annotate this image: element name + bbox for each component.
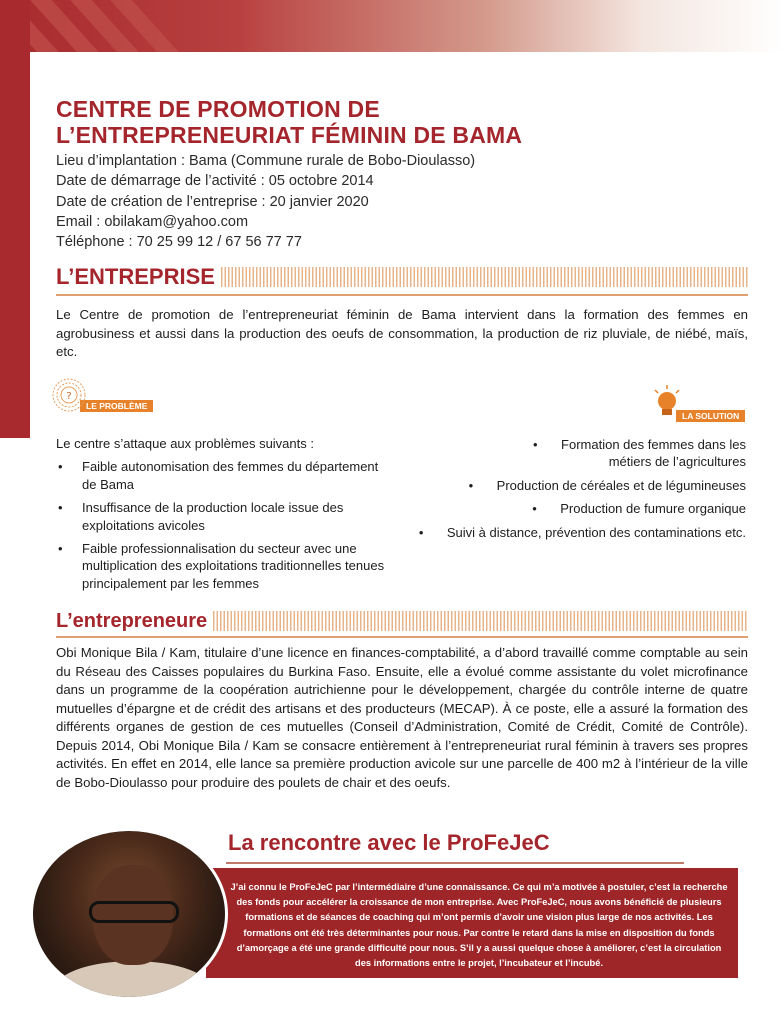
section-title-entreprise: L’ENTREPRISE xyxy=(56,264,221,290)
entreprise-text: Le Centre de promotion de l’entrepreneuriat féminin de Bama intervient dans la formation des femmes en agrobusiness et aussi dans la production des oeufs de consommation, la production de riz pluviale, de niébé, maïs, etc. xyxy=(56,307,748,359)
list-item: • Production de fumure organique xyxy=(532,501,746,517)
solution-badge xyxy=(650,380,745,422)
rencontre-title: La rencontre avec le ProFeJeC xyxy=(228,830,550,855)
probleme-badge xyxy=(52,378,153,412)
heading-hatch xyxy=(221,267,748,287)
problems-intro: Le centre s’attaque aux problèmes suivants : xyxy=(56,436,314,451)
title-line-1: CENTRE DE PROMOTION DE xyxy=(56,96,380,122)
lightbulb-icon xyxy=(650,384,684,418)
solution-text: Formation des femmes dans les métiers de l’agricultures xyxy=(561,437,746,470)
left-band xyxy=(0,0,30,438)
problems-block xyxy=(56,435,396,598)
section-divider xyxy=(56,636,748,638)
list-item: • Formation des femmes dans les métiers de l’agricultures xyxy=(533,437,746,470)
section-heading-entrepreneure xyxy=(56,606,748,636)
rencontre-quote: J’ai connu le ProFeJeC par l’intermédiaire d’une connaissance. Ce qui m’a motivée à postuler, c’est la recherche des fonds pour accélérer la croissance de mon entreprise. Avec ProFeJeC, nous avons bénéficié de plusieurs formations et de séances de coaching qui m’ont permis d’avoir une vision plus large de nos activités. Les formations ont été très déterminantes pour nous. Par contre le retard dans la mise en disposition du fonds d’amorçage a été une grande difficulté pour nous. S’il y a aussi quelque chose à améliorer, c’est la circulation des informations entre le projet, l’incubateur et l’incubé. xyxy=(230,882,728,969)
rencontre-underline xyxy=(226,862,684,864)
solution-label: LA SOLUTION xyxy=(676,410,745,422)
entrepreneure-text: Obi Monique Bila / Kam, titulaire d’une licence en finances-comptabilité, a d’abord travaillé comme comptable au sein du Réseau des Caisses populaires du Burkina Faso. Ensuite, elle a évolué comme assistante du volet microfinance dans un programme de la coopération autrichienne pour le développement, chargée du contrôle interne de quatre mutuelles d’épargne et de crédit des artisans et des producteurs (MECAP). À ce poste, elle a assuré la formation des différents organes de gestion de ces mutuelles (Conseil d’Administration, Comité de Crédit, Comité de Contrôle). Depuis 2014, Obi Monique Bila / Kam se consacre entièrement à l’entrepreneuriat rural féminin à travers ses propres activités. En effet en 2014, elle lance sa première production avicole sur une parcelle de 400 m2 à l’intérieur de la ville de Bobo-Dioulasso pour produire des poulets de chair et des oeufs. xyxy=(56,645,748,790)
header-stripes xyxy=(0,0,200,52)
solutions-block xyxy=(396,436,746,547)
company-info xyxy=(56,151,475,252)
list-item: • Production de céréales et de légumineuses xyxy=(468,477,746,493)
page-title xyxy=(56,96,696,148)
info-phone: Téléphone : 70 25 99 12 / 67 56 77 77 xyxy=(56,234,302,251)
title-line-2: L’ENTREPRENEURIAT FÉMININ DE BAMA xyxy=(56,122,523,148)
list-item: • Suivi à distance, prévention des contaminations etc. xyxy=(418,524,746,540)
solutions-list xyxy=(396,436,746,541)
info-start-date: Date de démarrage de l’activité : 05 octobre 2014 xyxy=(56,173,374,190)
solution-text: Suivi à distance, prévention des contaminations etc. xyxy=(446,524,746,540)
heading-hatch xyxy=(213,611,748,631)
info-email: Email : obilakam@yahoo.com xyxy=(56,213,249,230)
info-location: Lieu d’implantation : Bama (Commune rurale de Bobo-Dioulasso) xyxy=(56,153,476,169)
problems-list xyxy=(56,458,396,592)
section-divider xyxy=(56,294,748,296)
info-creation-date: Date de création de l’entreprise : 20 janvier 2020 xyxy=(56,193,369,210)
solution-text: Production de céréales et de légumineuses xyxy=(496,477,746,493)
section-heading-entreprise xyxy=(56,262,748,292)
list-item: • Faible autonomisation des femmes du département de Bama xyxy=(56,458,396,493)
solution-text: Production de fumure organique xyxy=(560,501,746,517)
question-icon xyxy=(52,378,86,412)
svg-text:?: ? xyxy=(66,391,72,402)
entrepreneur-photo xyxy=(30,828,228,1000)
section-title-entrepreneure: L’entrepreneure xyxy=(56,610,213,633)
probleme-label: LE PROBLÈME xyxy=(80,400,153,412)
list-item: • Faible professionnalisation du secteur avec une multiplication des exploitations traditionnelles tenues principalement par les femmes xyxy=(56,540,396,592)
list-item: • Insuffisance de la production locale issue des exploitations avicoles xyxy=(56,499,396,534)
